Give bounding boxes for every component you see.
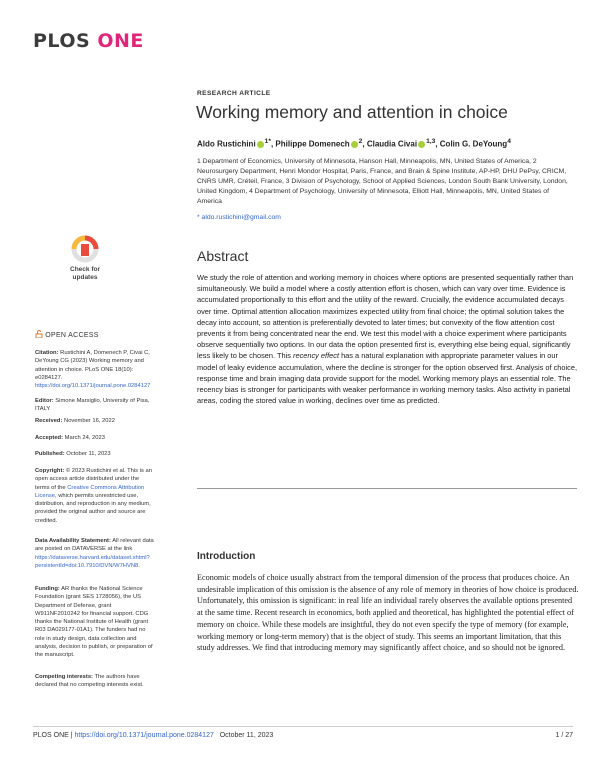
footer-doi-link[interactable]: https://doi.org/10.1371/journal.pone.0284127 (74, 732, 214, 739)
data-availability-block (35, 537, 155, 570)
funding-block (35, 585, 155, 660)
orcid-icon[interactable] (351, 141, 358, 148)
data-availability-label: Data Availability Statement: (35, 538, 111, 544)
logo-one: ONE (97, 30, 144, 52)
open-access-badge (35, 330, 99, 339)
competing-interests-block (35, 673, 155, 690)
introduction-text: Economic models of choice usually abstract from the temporal dimension of the process that produces choice. An undesirable implication of this omission is the absence of any role of memory in theories of how choice is produced. Unfortunately, this omission is significant: in real life an individual rarely observes the available options presented at the same time. Recent research in economics, both applied and theoretical, has highlighted the potential effect of memory on choice. While these models are insightful, they do not even specify the type of memory (for example, working memory or long-term memory) that is the object of study. This seems an important limitation, that this study addresses. We find that introducing memory may significantly affect choice, and so should not be ignored. (197, 573, 579, 653)
editor-label: Editor: (35, 398, 54, 404)
article-type: RESEARCH ARTICLE (197, 90, 271, 97)
published-block (35, 450, 155, 458)
author-name[interactable]: Colin G. DeYoung (439, 139, 508, 149)
footer-date: October 11, 2023 (219, 732, 274, 739)
abstract-italic-term: recency effect (293, 351, 340, 361)
data-availability-end: . (138, 562, 140, 569)
affiliations: 1 Department of Economics, University of Minnesota, Hanson Hall, Minneapolis, MN, United States of America, 2 Neurosurgery Department, Henri Mondor Hospital, Paris, France, and Brain & Spine Institute, AP-HP, DHU PePsy, CRICM, CNRS UMR, Créteil, France, 3 Division of Psychology, School of Applied Sciences, London South Bank University, London, United Kingdom, 4 Department of Psychology, University of Minnesota, Elliott Hall, Minneapolis, MN, United States of America (197, 158, 568, 206)
author-affil-sup: 2 (358, 138, 363, 145)
author-name[interactable]: Philippe Domenech (275, 139, 350, 149)
received-block (35, 417, 155, 425)
received-date: November 16, 2022 (62, 418, 115, 424)
dataverse-link[interactable]: https://dataverse.harvard.edu/dataset.xhtml?persistentId=doi:10.7910/DVN/W7HVN8 (35, 554, 150, 569)
abstract-text-part2: has a natural explanation with appropriate parameter values in our model of leaky evidence accumulation, where the decline is stronger for the option observed first. Analysis of choice, response time and brain imaging data provide support for the model. Working memory plays an essential role. The recency bias is stronger for participants with weaker performance in working memory tasks. Also activity in parietal areas, coding the stored value in working, declines over time as predicted. (197, 351, 578, 406)
copyright-block (35, 467, 155, 525)
cc-license-link[interactable]: Creative Commons Attribution License (35, 484, 145, 499)
author-name[interactable]: Claudia Civai (366, 139, 418, 149)
copyright-text-end: , which permits unrestricted use, distribution, and reproduction in any medium, provided the original author and source are credited. (35, 492, 151, 524)
accepted-date: March 24, 2023 (63, 435, 105, 441)
author-affil-sup: 4 (507, 138, 511, 145)
editor-block (35, 397, 155, 414)
author-affil-sup: 1* (264, 138, 271, 145)
corresponding-email[interactable]: * aldo.rustichini@gmail.com (197, 214, 281, 221)
published-date: October 11, 2023 (64, 451, 111, 457)
funding-label: Funding: (35, 586, 60, 592)
author-list: Aldo Rustichini $^{1*}$, Philippe Domenech $^2$, Claudia Civai $^{1,3}$, Colin G. DeYoung$^4$ (197, 138, 511, 149)
published-label: Published: (35, 451, 65, 457)
citation-block (35, 349, 155, 390)
article-title: Working memory and attention in choice (196, 102, 508, 122)
open-access-label: OPEN ACCESS (45, 332, 99, 339)
citation-label: Citation: (35, 350, 59, 356)
abstract-divider (197, 488, 577, 489)
footer-journal: PLOS ONE (33, 732, 69, 739)
footer-divider (33, 726, 573, 727)
citation-doi-link[interactable]: https://doi.org/10.1371/journal.pone.0284127 (35, 383, 151, 390)
introduction-heading: Introduction (197, 551, 256, 562)
abstract-heading: Abstract (197, 248, 249, 264)
funding-text: AR thanks the National Science Foundation (grant SES 1728056), the US Department of Defense, grant W911NF2010242 for financial support. CDG thanks the National Institute of Health (grant R03 DA029177-01A1). The funders had no role in study design, data collection and analysis, decision to publish, or preparation of the manuscript. (35, 586, 153, 659)
journal-logo (33, 30, 144, 52)
accepted-label: Accepted: (35, 435, 64, 441)
citation-text: Rustichini A, Domenech P, Civai C, DeYoung CG (2023) Working memory and attention in choice. PLoS ONE 18(10): e0284127. (35, 350, 150, 381)
author-name[interactable]: Aldo Rustichini (197, 139, 256, 149)
orcid-icon[interactable] (257, 141, 264, 148)
competing-interests-label: Competing interests: (35, 674, 93, 680)
author-affil-sup: 1,3 (426, 138, 436, 145)
check-for-updates-label[interactable]: Check for updates (70, 266, 100, 281)
abstract-text (197, 272, 577, 406)
competing-interests-text: The authors have declared that no competing interests exist. (35, 674, 144, 689)
abstract-text-part1: We study the role of attention and working memory in choices where options are presented sequentially rather than simultaneously. We build a model where a costly attention effort is chosen, which can vary over time. Evidence is accumulated proportionally to this effort and the utility of the reward. Crucially, the evidence accumulated decays over time. Optimal attention allocation maximizes expected utility from final choice; the optimal solution takes the decay into account, so attention is preferentially devoted to later times; but convexity of the flow attention cost prevents it from being concentrated near the end. We test this model with a choice experiment where participants observe sequentially two options. In our data the option presented first is, everything else being equal, significantly less likely to be chosen. This (197, 273, 574, 361)
page-footer (33, 732, 573, 739)
footer-separator: | (68, 732, 75, 739)
open-lock-icon (35, 330, 43, 338)
copyright-text: © 2023 Rustichini et al. This is an open access article distributed under the terms of the (35, 468, 152, 491)
data-availability-text: All relevant data are posted on DATAVERSE at the link (35, 538, 154, 553)
copyright-label: Copyright: (35, 468, 65, 474)
page-number: 1 / 27 (555, 732, 573, 739)
received-label: Received: (35, 418, 63, 424)
logo-plos: PLOS (33, 30, 91, 52)
orcid-icon[interactable] (418, 141, 425, 148)
editor-text: Simone Marsiglio, University of Pisa, ITALY (35, 398, 150, 413)
accepted-block (35, 434, 155, 442)
